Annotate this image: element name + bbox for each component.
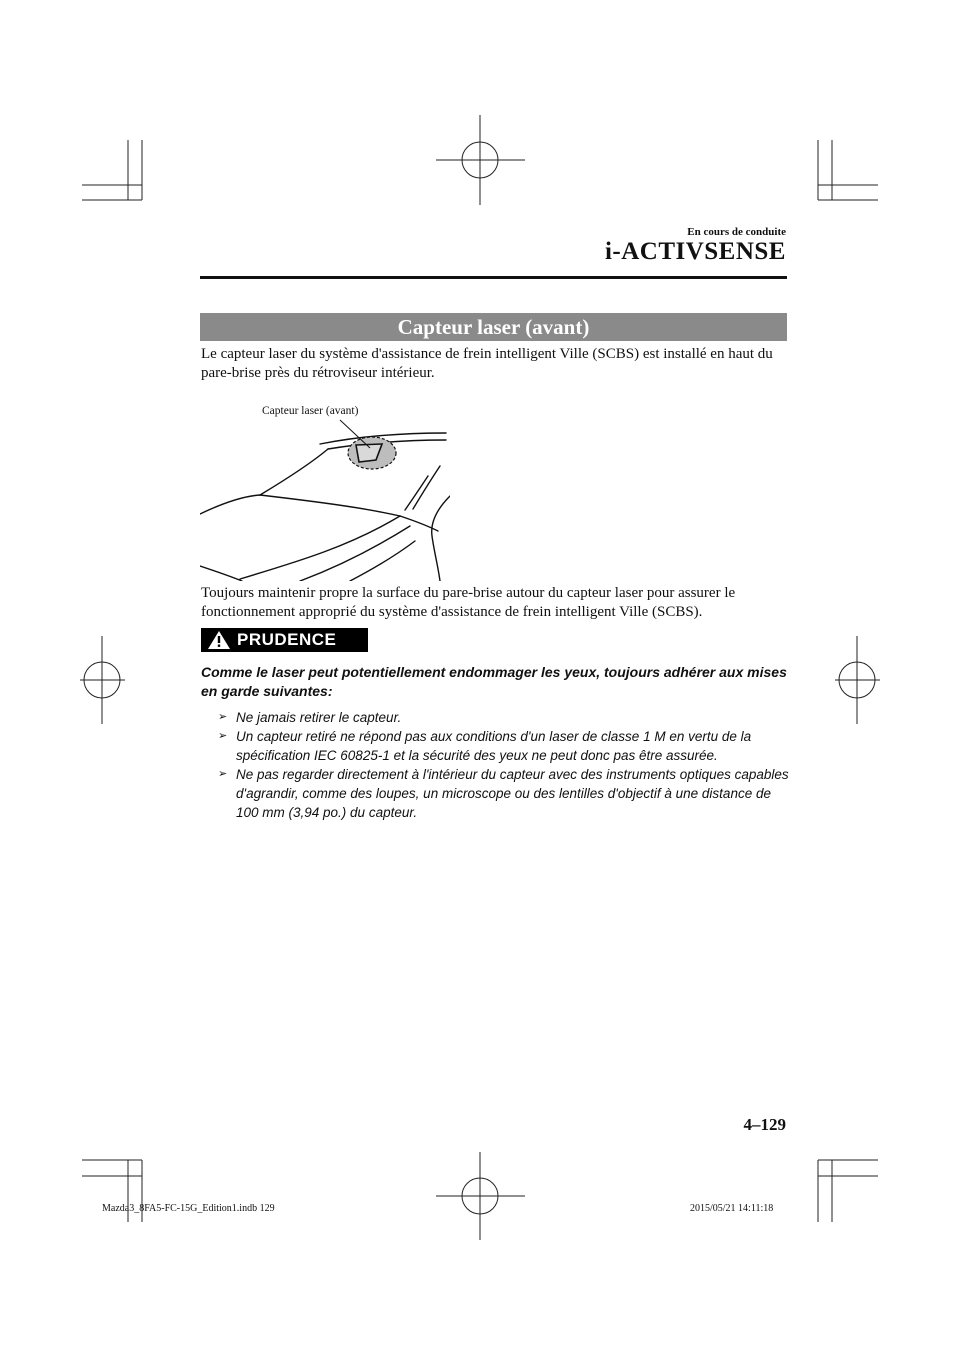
- footer-file-name: Mazda3_8FA5-FC-15G_Edition1.indb 129: [102, 1203, 275, 1214]
- maintenance-paragraph: Toujours maintenir propre la surface du pare-brise autour du capteur laser pour assurer le fonctionnement approprié du système d'assistance de frein intelligent Ville (SCBS).: [201, 585, 736, 620]
- caution-badge: [201, 628, 368, 652]
- caution-item-text: Ne pas regarder directement à l'intérieur du capteur avec des instruments optiques capables d'agrandir, comme des loupes, un microscope ou des lentilles d'objectif à une distance de 100 mm (3,94 po.) du capteur.: [236, 767, 789, 820]
- caution-item-text: Ne jamais retirer le capteur.: [236, 710, 402, 725]
- intro-paragraph: Le capteur laser du système d'assistance de frein intelligent Ville (SCBS) est installé en haut du pare-brise près du rétroviseur intérieur.: [201, 346, 773, 381]
- caution-item: [218, 708, 790, 727]
- bullet-arrow-icon: ➢: [218, 768, 228, 780]
- windshield-top-edge: [260, 449, 328, 495]
- warning-triangle-icon: [207, 630, 231, 650]
- lower-sweep-line: [240, 516, 400, 579]
- bullet-arrow-icon: ➢: [218, 730, 228, 742]
- chapter-label: En cours de conduite: [687, 226, 786, 238]
- lower-sweep-line-3: [350, 541, 415, 581]
- figure-callout-label: Capteur laser (avant): [262, 405, 359, 417]
- caution-list: [218, 708, 790, 822]
- a-pillar-inner: [405, 476, 428, 510]
- caution-label: PRUDENCE: [237, 630, 337, 649]
- a-pillar: [413, 466, 440, 509]
- lower-sweep-line-2: [300, 526, 410, 581]
- caution-item: [218, 727, 790, 765]
- hood-line: [200, 495, 400, 516]
- page-number: 4–129: [743, 1115, 786, 1134]
- bullet-arrow-icon: ➢: [218, 711, 228, 723]
- caution-item-text: Un capteur retiré ne répond pas aux conditions d'un laser de classe 1 M en vertu de la spécification IEC 60825-1 et la sécurité des yeux ne peut donc pas être assurée.: [236, 729, 752, 763]
- fender-line: [432, 496, 450, 581]
- section-title: i-ACTIVSENSE: [604, 238, 786, 265]
- caution-intro: Comme le laser peut potentiellement endommager les yeux, toujours adhérer aux mises en garde suivantes:: [201, 664, 787, 699]
- windshield-sensor-illustration: [200, 396, 450, 581]
- lower-sweep-line-4: [200, 566, 242, 581]
- header-rule: [200, 276, 787, 279]
- section-banner: Capteur laser (avant): [200, 313, 787, 341]
- caution-item: [218, 765, 790, 822]
- footer-timestamp: 2015/05/21 14:11:18: [690, 1203, 774, 1214]
